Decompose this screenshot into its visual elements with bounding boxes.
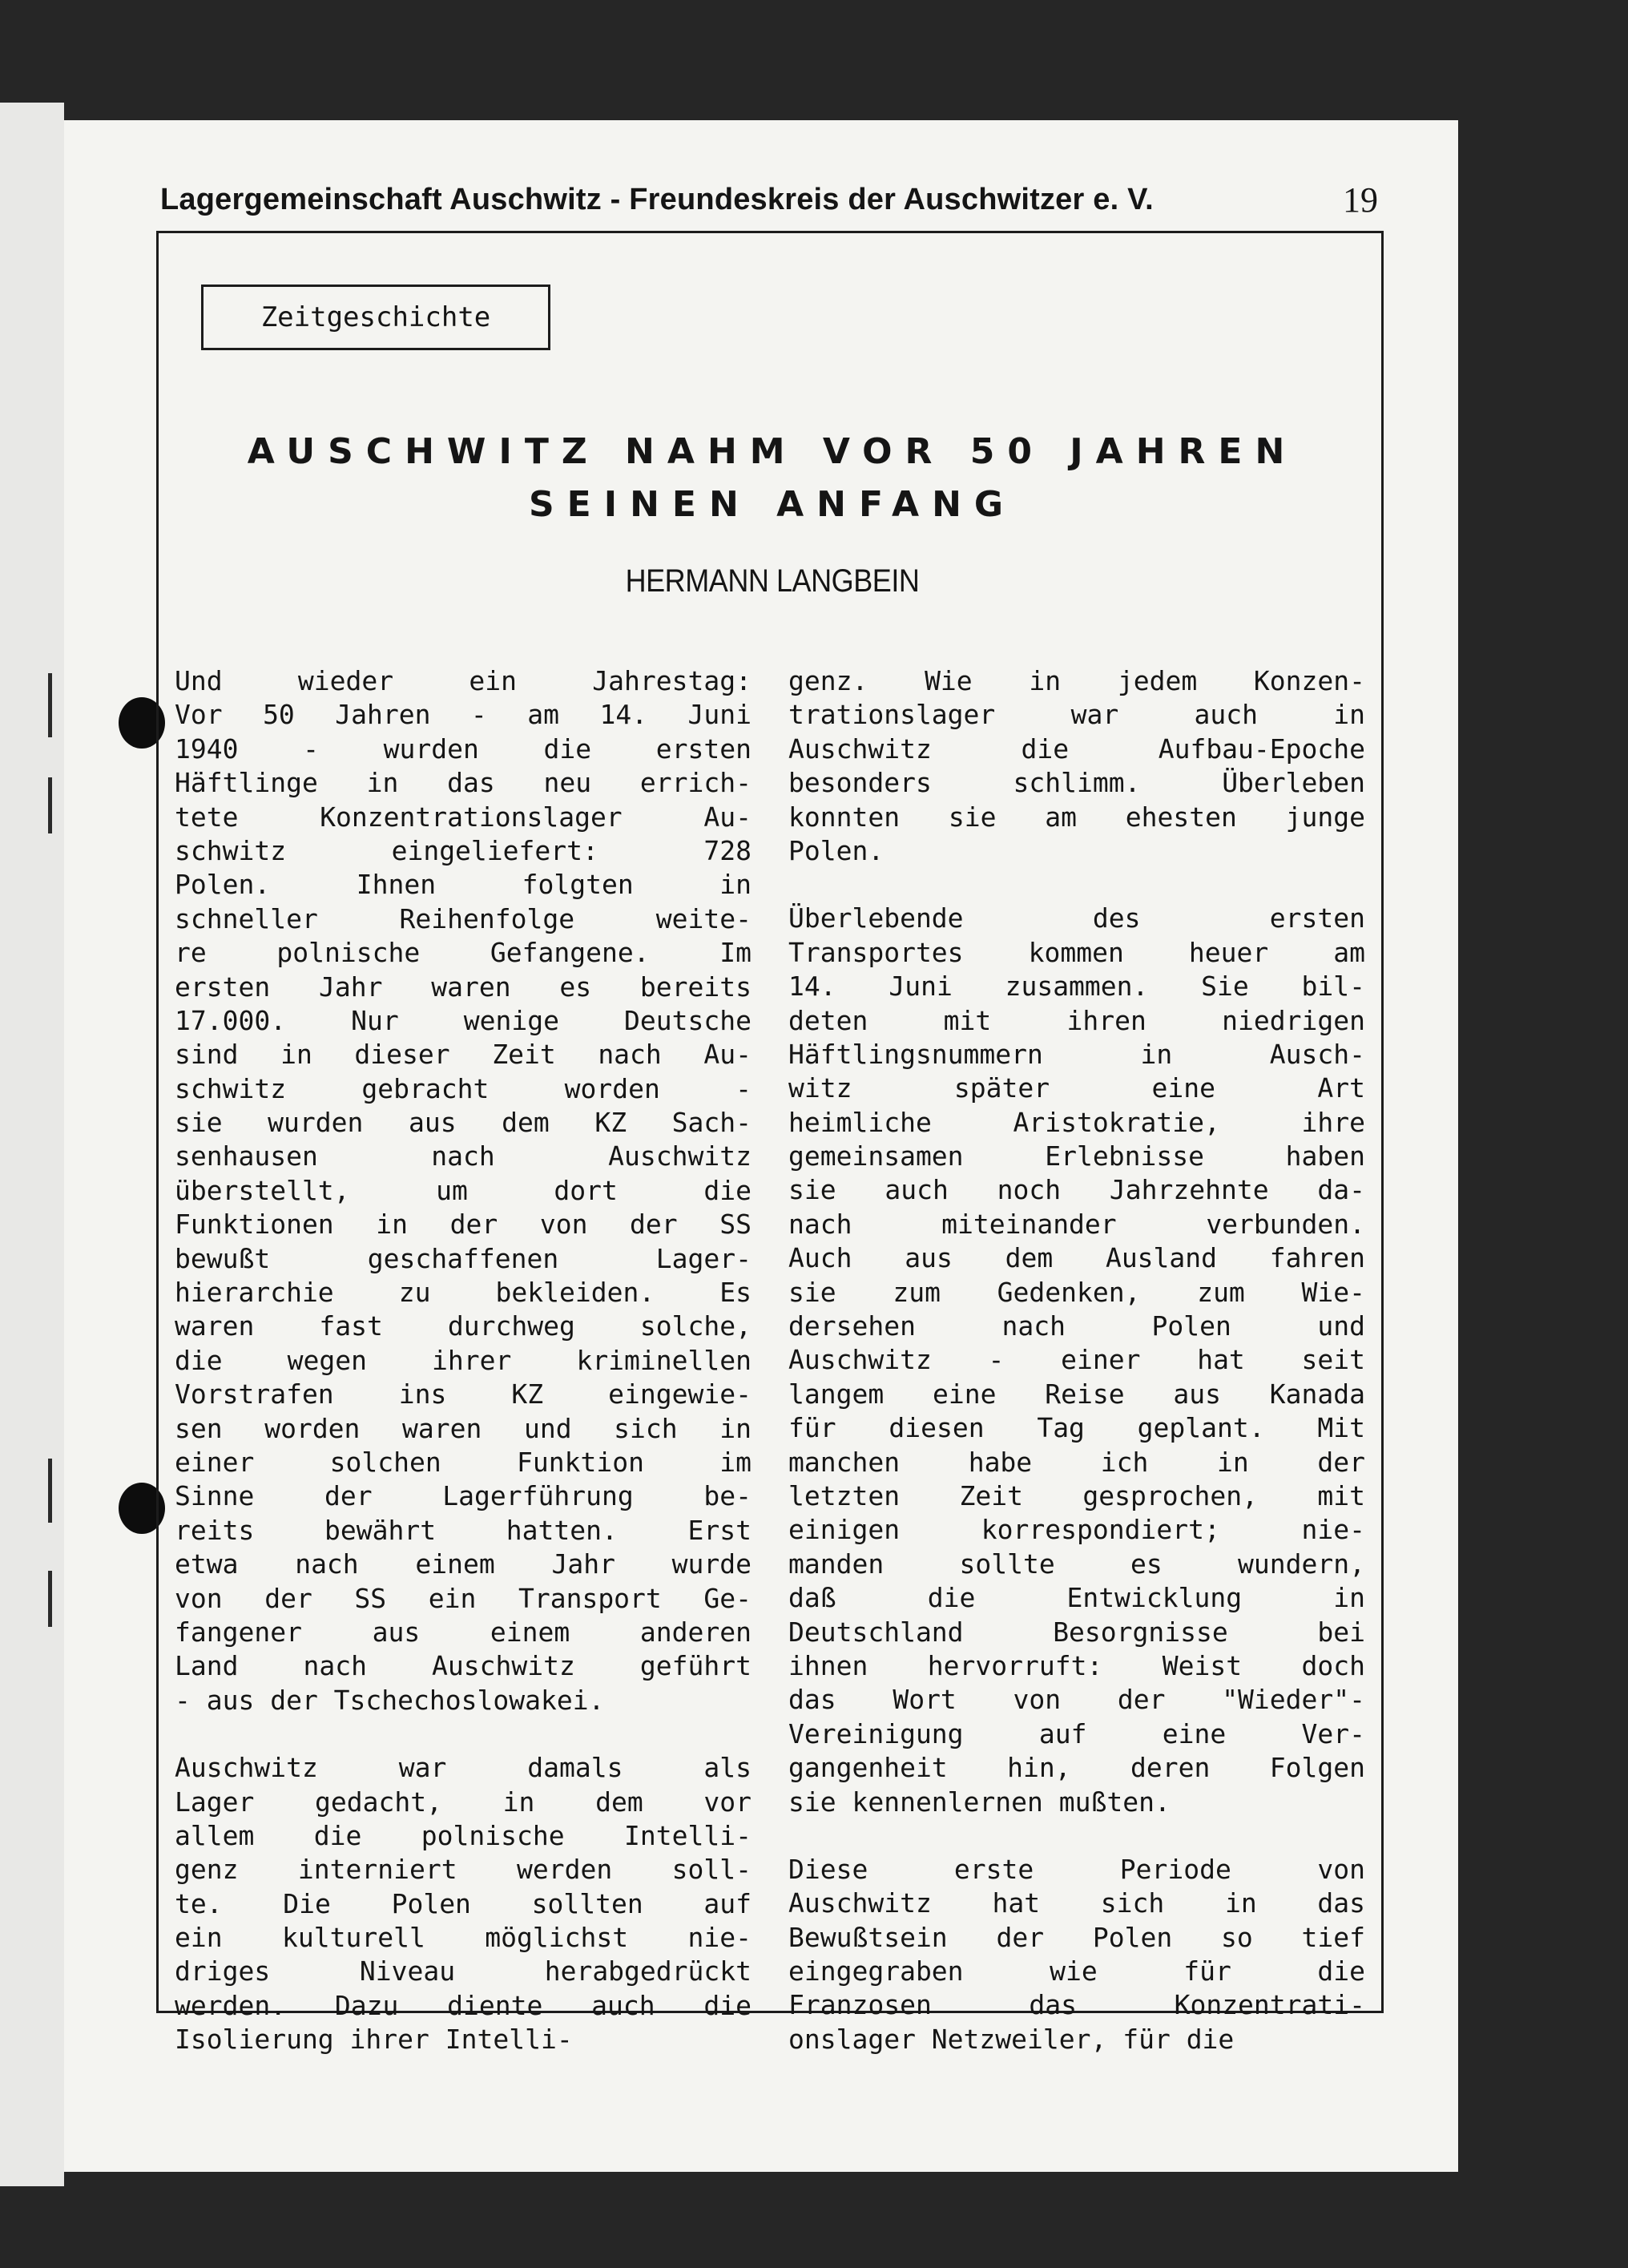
binder-mark [48, 1459, 52, 1523]
text-line: sie wurden aus dem KZ Sach- [175, 1107, 752, 1139]
text-line: Deutschland Besorgnisse bei [788, 1616, 1365, 1648]
article-headline [159, 426, 1386, 531]
text-line: die wegen ihrer kriminellen [175, 1344, 752, 1376]
document-page [64, 120, 1458, 2172]
text-line: genz. Wie in jedem Konzen- [788, 665, 1365, 696]
text-line: Lager gedacht, in dem vor [175, 1786, 752, 1818]
text-line: Polen. Ihnen folgten in [175, 869, 752, 901]
text-line: manchen habe ich in der [788, 1446, 1365, 1478]
text-line: Auschwitz hat sich in das [788, 1887, 1365, 1919]
text-line: daß die Entwicklung in [788, 1582, 1365, 1614]
text-line: ein kulturell möglichst nie- [175, 1922, 752, 1954]
text-line: Polen. [788, 834, 885, 866]
text-line: reits bewährt hatten. Erst [175, 1514, 752, 1546]
text-line: Bewußtsein der Polen so tief [788, 1921, 1365, 1953]
text-line: Auch aus dem Ausland fahren [788, 1242, 1365, 1274]
text-line: ersten Jahr waren es bereits [175, 971, 752, 1003]
text-line: ihnen hervorruft: Weist doch [788, 1649, 1365, 1681]
text-line: allem die polnische Intelli- [175, 1819, 752, 1851]
text-line: sie auch noch Jahrzehnte da- [788, 1174, 1365, 1206]
text-line: Häftlingsnummern in Ausch- [788, 1038, 1365, 1070]
text-line: hierarchie zu bekleiden. Es [175, 1277, 752, 1309]
text-line: letzten Zeit gesprochen, mit [788, 1479, 1365, 1511]
text-line: - aus der Tschechoslowakei. [175, 1684, 605, 1716]
text-line: tete Konzentrationslager Au- [175, 801, 752, 833]
text-line: Franzosen das Konzentrati- [788, 1989, 1365, 2021]
running-header [160, 176, 1378, 224]
text-line: sind in dieser Zeit nach Au- [175, 1039, 752, 1071]
text-line: Auschwitz die Aufbau-Epoche [788, 732, 1365, 765]
author-byline: HERMANN LANGBEIN [625, 563, 920, 599]
text-line: trationslager war auch in [788, 699, 1365, 731]
text-line: onslager Netzweiler, für die [788, 2023, 1235, 2055]
text-line: 1940 - wurden die ersten [175, 732, 752, 765]
text-line: einigen korrespondiert; nie- [788, 1514, 1365, 1546]
text-line: langem eine Reise aus Kanada [788, 1378, 1365, 1410]
adjacent-page-edge [0, 103, 64, 2186]
text-line: nach miteinander verbunden. [788, 1208, 1365, 1240]
text-line: driges Niveau herabgedrückt [175, 1955, 752, 1988]
text-line: einer solchen Funktion im [175, 1446, 752, 1478]
text-line: von der SS ein Transport Ge- [175, 1582, 752, 1614]
text-line: besonders schlimm. Überleben [788, 767, 1365, 799]
text-line: dersehen nach Polen und [788, 1310, 1365, 1342]
text-line: 14. Juni zusammen. Sie bil- [788, 971, 1365, 1003]
text-line: schneller Reihenfolge weite- [175, 902, 752, 934]
text-line: Auschwitz - einer hat seit [788, 1344, 1365, 1376]
text-line: re polnische Gefangene. Im [175, 937, 752, 969]
text-line: fangener aus einem anderen [175, 1616, 752, 1648]
headline-line-2: SEINEN ANFANG [528, 484, 1017, 525]
text-line: Überlebende des ersten [788, 902, 1365, 934]
text-line: für diesen Tag geplant. Mit [788, 1412, 1365, 1444]
binder-mark [48, 1571, 52, 1627]
text-line: Und wieder ein Jahrestag: [175, 665, 752, 696]
text-line: das Wort von der "Wieder"- [788, 1684, 1365, 1716]
text-line: konnten sie am ehesten junge [788, 801, 1365, 833]
text-line: Diese erste Periode von [788, 1853, 1365, 1885]
paragraph [175, 1751, 752, 2057]
text-column-left [175, 664, 752, 2091]
text-line: überstellt, um dort die [175, 1174, 752, 1206]
text-line: gangenheit hin, deren Folgen [788, 1752, 1365, 1784]
text-line: Auschwitz war damals als [175, 1752, 752, 1784]
text-line: sie kennenlernen mußten. [788, 1786, 1171, 1818]
binder-mark [48, 777, 52, 833]
text-line: Transportes kommen heuer am [788, 936, 1365, 968]
text-line: schwitz eingeliefert: 728 [175, 834, 752, 866]
rubric-box: Zeitgeschichte [201, 285, 550, 350]
paragraph [788, 902, 1365, 1819]
text-line: senhausen nach Auschwitz [175, 1140, 752, 1172]
article-frame [156, 231, 1384, 2056]
text-line: gemeinsamen Erlebnisse haben [788, 1140, 1365, 1172]
text-line: sie zum Gedenken, zum Wie- [788, 1276, 1365, 1308]
text-line: Isolierung ihrer Intelli- [175, 2024, 573, 2056]
text-line: manden sollte es wundern, [788, 1548, 1365, 1580]
text-line: Funktionen in der von der SS [175, 1209, 752, 1241]
text-line: eingegraben wie für die [788, 1955, 1365, 1988]
text-line: schwitz gebracht worden - [175, 1072, 752, 1104]
text-column-right [788, 664, 1365, 2090]
text-line: witz später eine Art [788, 1072, 1365, 1104]
headline-line-1: AUSCHWITZ NAHM VOR 50 JAHREN [247, 431, 1298, 472]
text-line: Vor 50 Jahren - am 14. Juni [175, 699, 752, 731]
text-line: Vereinigung auf eine Ver- [788, 1717, 1365, 1749]
paragraph [788, 664, 1365, 868]
binder-mark [48, 673, 52, 737]
text-line: 17.000. Nur wenige Deutsche [175, 1004, 752, 1036]
header-title: Lagergemeinschaft Auschwitz - Freundeskreis der Auschwitzer e. V. [160, 183, 1154, 216]
page-number: 19 [1343, 180, 1378, 220]
text-line: etwa nach einem Jahr wurde [175, 1548, 752, 1580]
paragraph [175, 664, 752, 1717]
text-line: Häftlinge in das neu errich- [175, 767, 752, 799]
text-line: sen worden waren und sich in [175, 1412, 752, 1444]
text-line: bewußt geschaffenen Lager- [175, 1242, 752, 1274]
text-line: Sinne der Lagerführung be- [175, 1480, 752, 1512]
text-line: Vorstrafen ins KZ eingewie- [175, 1378, 752, 1410]
text-line: waren fast durchweg solche, [175, 1310, 752, 1342]
text-line: te. Die Polen sollten auf [175, 1887, 752, 1919]
text-line: heimliche Aristokratie, ihre [788, 1106, 1365, 1138]
text-line: werden. Dazu diente auch die [175, 1989, 752, 2021]
text-line: deten mit ihren niedrigen [788, 1004, 1365, 1036]
text-line: genz interniert werden soll- [175, 1854, 752, 1886]
paragraph [788, 1853, 1365, 2056]
text-line: Land nach Auschwitz geführt [175, 1650, 752, 1682]
